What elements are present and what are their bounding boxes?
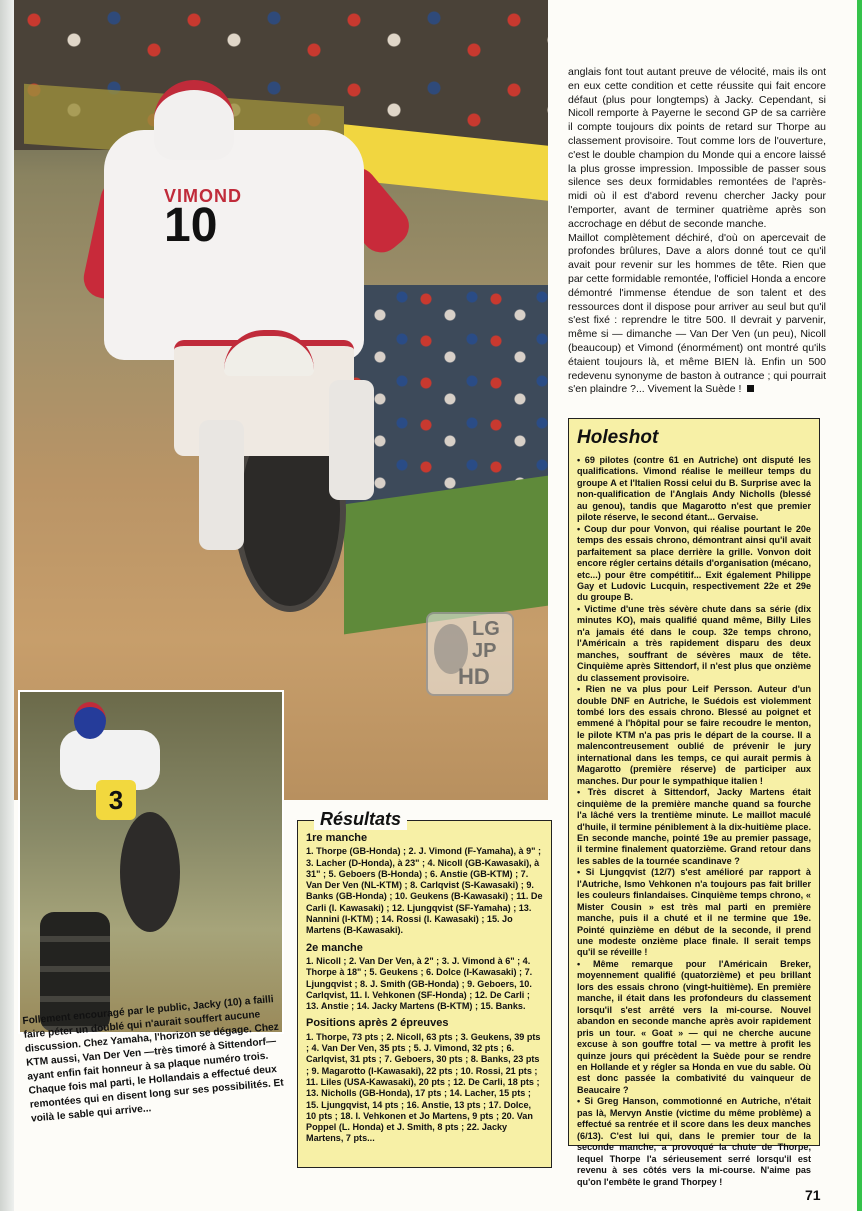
watermark-text-2: JP xyxy=(472,640,497,662)
inset-number-plate: 3 xyxy=(96,780,136,820)
holeshot-paragraph: • Victime d'une très sévère chute dans sa série (dix minutes KO), mais qualifié quand même, Billy Liles n'a jamais été dans le coup. 32e temps chrono, l'Américain a très rapidement disparu des deux manches, souffrant de sévères maux de tête. Cinquième après Sittendorf, il n'est plus que onzième du classement provisoire. xyxy=(577,603,811,683)
page-edge-strip xyxy=(857,0,862,1211)
jersey-name: VIMOND xyxy=(164,186,242,206)
holeshot-paragraph: • Coup dur pour Vonvon, qui réalise pourtant le 20e temps des essais chrono, démontrant ainsi qu'il avait parfaitement sa place derrière la grille. Vonvon doit encore régler certains détails d'organisation (mécano, etc...) pour être compétitif... Exit également Philippe Gay et Ludovic Lucquin, respectivement 22e et 29e du groupe B. xyxy=(577,523,811,603)
photo-caption: Follement encouragé par le public, Jacky (10) a failli faire péter un doublé qui n'aurait souffert aucune discussion. Chez Yamaha, l'horizon se dégage. Chez KTM aussi, Van Der Ven —très timoré à Sittendorf— ayant enfin fait honneur à sa plaque numéro trois. Chaque fois mal parti, le Hollandais a effectué deux remontées qui en disent long sur ses possibilités. Et voilà le sable qui arrive... xyxy=(22,994,285,1125)
holeshot-title: Holeshot xyxy=(577,427,659,448)
holeshot-paragraph: • Si Greg Hanson, commotionné en Autriche, n'était pas là, Mervyn Anstie (victime du même problème) a effectué sa rentrée et il score dans les deux manches (6/13). C'est lui qui, dans le premier tour de la seconde manche, a provoqué la chute de Thorpe, lequel Thorpe l'a sérieusement serré lorsqu'il est revenu à ses côtés vers la mi-course. N'aime pas qu'on l'embête le grand Thorpey ! xyxy=(577,1096,811,1187)
jersey-number: 10 xyxy=(164,199,218,252)
holeshot-paragraph: • Si Ljungqvist (12/7) s'est amélioré par rapport à l'Autriche, Ismo Vehkonen n'a toujours pas fait briller les couleurs finlandaises. Cinquième temps chrono, « Mister Cousin » est très mal parti en première manche, puis il a chuté et il ne termine que 19e. Pointé quinzième en début de la seconde, il prend une modeste onzième place finale. Il serait temps qu'il se réveille ! xyxy=(577,867,811,958)
page-spine xyxy=(0,0,14,1211)
holeshot-paragraph: • Très discret à Sittendorf, Jacky Martens était cinquième de la première manche quand sa fourche l'a lâché vers la trentième minute. Le maillot maculé d'huile, il termine péniblement à la dix-huitième place. En seconde manche, pointé 19e au premier passage, il termine finalement quatorzième. Grand retour dans les sables de la tournée scandinave ? xyxy=(577,787,811,866)
article-column xyxy=(568,66,826,397)
manche-1-heading: 1re manche xyxy=(306,832,368,844)
page-number: 71 xyxy=(805,1187,821,1203)
rider-helmet xyxy=(154,80,234,160)
manche-2-results: 1. Nicoll ; 2. Van Der Ven, à 2" ; 3. J. Vimond à 6" ; 4. Thorpe à 18" ; 5. Geukens ; 6. Dolce (I-Kawasaki) ; 7. Ljungqvist ; 8. J. Smith (GB-Honda) ; 9. Geboers, 10. Carlqvist, 11. I. Vehkonen (SF-Honda) ; 12. De Carli ; 13. Anstie ; 14. Jacky Martens (B-KTM) ; 15. Banks. xyxy=(306,955,533,1012)
resultats-title: Résultats xyxy=(314,809,407,830)
holeshot-box xyxy=(568,418,820,1187)
article-paragraph-2-text: Maillot complètement déchiré, d'où on apercevait de profondes brûlures, Dave a alors donné tout ce qu'il avait pour revenir sur les hommes de tête. Rien que par cette formidable remontée, l'officiel Honda a encore démontré l'immense étendue de son talent et des ressources dont il dispose pour arriver au seul but qu'il s'est fixé : reprendre le titre 500. Il devrait y parvenir, même si — dimanche — Van Der Ven (un peu), Nicoll (beaucoup) et Vimond (énormément) ont montré qu'ils étaient toujours là, et même BIEN là. Enfin un 500 redevenu synonyme de baston à outrance ; qui pourrait s'en plaindre ?... Vivement la Suède ! xyxy=(568,231,826,396)
inset-photo xyxy=(18,690,284,1034)
positions-heading: Positions après 2 épreuves xyxy=(306,1017,449,1030)
manche-2-heading: 2e manche xyxy=(306,941,363,954)
inset-wheel xyxy=(120,812,180,932)
article-paragraph-2 xyxy=(568,232,826,398)
inset-rider xyxy=(60,702,220,942)
positions-results: 1. Thorpe, 73 pts ; 2. Nicoll, 63 pts ; 3. Geukens, 39 pts ; 4. Van Der Ven, 35 pts ; 5. J. Vimond, 32 pts ; 6. Carlqvist, 31 pts ; 7. Geboers, 30 pts ; 8. Banks, 23 pts ; 9. Magarotto (I-Kawasaki), 22 pts ; 10. Rossi, 21 pts ; 11. Liles (USA-Kawasaki), 20 pts ; 12. De Carli, 18 pts ; 13. Nicholls (GB-Honda), 17 pts ; 14. Lacher, 15 pts ; 15. Ljungqvist, 14 pts ; 16. Anstie, 13 pts ; 17. Dolce, 10 pts ; 18. I. Vehkonen et Jo Martens, 9 pts ; 20. Van Poppel (L. Honda) et J. Smith, 8 pts ; 22. Jacky Martens, 7 pts... xyxy=(306,1031,541,1144)
resultats-body xyxy=(306,833,543,1145)
holeshot-paragraph: • Rien ne va plus pour Leif Persson. Auteur d'un double DNF en Autriche, le Suédois est violemment tombé lors des essais chrono. Blessé au poignet et emmené à l'hôpital pour se faire recoudre le menton, le pilote KTM n'a pas pris le départ de la course. Il a malencontreusement oublié de prévenir le jury international dans les temps, ce qui aurait permis à Magarotto (première réserve) de participer aux manches. Dur pour le sympathique italien ! xyxy=(577,684,811,786)
rider-jersey xyxy=(104,130,364,360)
watermark-text-1: LG xyxy=(472,618,500,640)
article-paragraph-1: anglais font tout autant preuve de vélocité, mais ils ont en eux cette condition et cette réussite qui fait encore défaut (plus pour longtemps) à Jacky. Cependant, si Nicoll remporte à Payerne le second GP de sa carrière il compte toujours dix points de retard sur Thorpe au classement provisoire. Tout comme lors de l'ouverture, c'est le double champion du Monde qui a encore laissé la plus grosse impression. Impossible de passer sous silence ses deux formidables remontées de l'après-midi où il est d'abord revenu chercher Jacky pour l'emporter, avant de terminer quatrième après son accrochage en début de seconde manche. xyxy=(568,66,826,230)
manche-1-results: 1. Thorpe (GB-Honda) ; 2. J. Vimond (F-Yamaha), à 9" ; 3. Lacher (D-Honda), à 23" ; 4. Nicoll (GB-Kawasaki), à 31" ; 5. Geboers (B-Honda) ; 6. Anstie (GB-KTM) ; 7. Van Der Ven (NL-KTM) ; 8. Carlqvist (S-Kawasaki) ; 9. Banks (GB-Honda) ; 10. Geukens (B-Kawasaki) ; 11. De Carli (I. Kawasaki) ; 12. Ljungqvist (SF-Yamaha) ; 13. Nannini (I-KTM) ; 14. Rossi (I. Kawasaki) ; 15. Jo Martens (B-Kawasaki). xyxy=(306,846,543,936)
holeshot-paragraph: • Même remarque pour l'Américain Breker, moyennement qualifié (quatorzième) et peu brillant lors des essais chrono (vingt-huitième). En première manche, il était dans les profondeurs du classement lorsqu'il s'est arrêté vers la mi-course. Nouvel abandon en seconde manche après avoir rapidement pris un tour. « Goat » — qui ne cherche aucune excuse à son gouffre total — va mettre à profit les quinze jours qui précèdent la Suède pour se rendre en Hollande et y régler sa Honda en vue du sable. Où est donc passée la combativité du vainqueur de Beaucaire ? xyxy=(577,958,811,1095)
rider-figure xyxy=(104,70,404,590)
end-of-article-icon xyxy=(747,385,754,392)
rider-boot-left xyxy=(199,420,244,550)
watermark-text-3: HD xyxy=(458,664,490,689)
rider-boot-right xyxy=(329,380,374,500)
holeshot-paragraph: • 69 pilotes (contre 61 en Autriche) ont disputé les qualifications. Vimond réalise le meilleur temps du groupe A et l'Italien Rossi celui du B. Surprise avec la non-qualification de l'Anglais Andy Nicholls (blessé au genou), tandis que Magarotto n'est que premier pilote réserve, le second étant... Gervaise. xyxy=(577,455,811,523)
watermark-logo xyxy=(426,612,514,696)
resultats-box xyxy=(297,809,552,1168)
holeshot-body xyxy=(577,455,811,1188)
inset-helmet xyxy=(74,702,106,739)
